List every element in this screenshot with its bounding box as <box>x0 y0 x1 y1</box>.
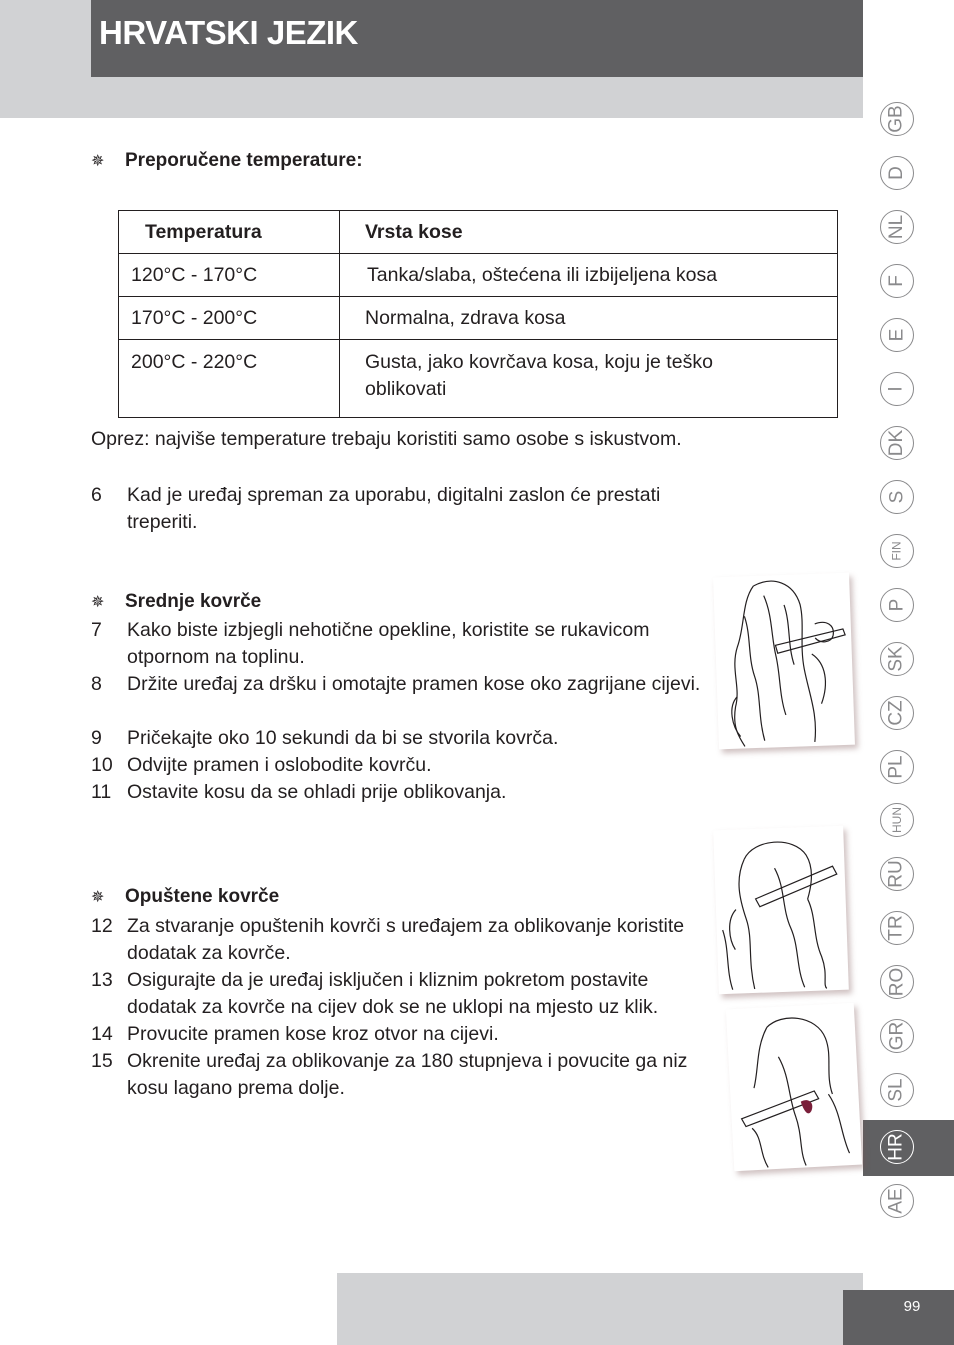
step-number: 7 <box>91 619 102 641</box>
language-tab-cz[interactable] <box>880 696 914 730</box>
illustration-medium-curls <box>713 573 855 750</box>
step-number: 10 <box>91 754 113 776</box>
section-heading-loose-curls: ✵ Opuštene kovrče <box>91 886 280 907</box>
language-tab-label: SL <box>886 1078 907 1102</box>
language-tab-label: SK <box>885 646 907 672</box>
language-tab-label: HUN <box>890 807 904 833</box>
table-row <box>119 340 838 418</box>
step-text: Okrenite uređaj za oblikovanje za 180 stupnjeva i povucite ga niz kosu lagano prema dolje. <box>127 1050 688 1099</box>
language-tab-label: E <box>886 328 907 342</box>
table-cell: 120°C - 170°C <box>119 254 340 297</box>
step-number: 6 <box>91 484 102 506</box>
step-number: 12 <box>91 915 113 937</box>
language-tab-label: RU <box>885 860 907 888</box>
section-heading-temperatures: ✵ Preporučene temperature: <box>91 150 363 171</box>
step-text: Kako biste izbjegli nehotične opekline, koristite se rukavicom otpornom na toplinu. <box>127 619 650 668</box>
language-tab-label: RO <box>886 967 907 997</box>
language-tab-label: HR <box>885 1133 907 1161</box>
language-tab-e[interactable] <box>880 318 914 352</box>
temperature-table <box>118 210 838 418</box>
bottom-band <box>337 1273 863 1345</box>
language-tab-ru[interactable] <box>880 857 914 891</box>
page-title: HRVATSKI JEZIK <box>99 14 358 51</box>
language-tab-label: I <box>886 386 907 392</box>
step-number: 8 <box>91 673 102 695</box>
language-tab-f[interactable] <box>880 264 914 298</box>
language-tab-dk[interactable] <box>880 426 914 460</box>
table-cell: 200°C - 220°C <box>119 340 340 418</box>
attachment-hair-drawing <box>713 826 849 994</box>
illustration-loose-curls-2 <box>726 1003 862 1171</box>
curling-hair-drawing <box>713 573 855 750</box>
language-tab-gb[interactable] <box>880 102 914 136</box>
sun-bullet-icon: ✵ <box>91 153 105 170</box>
language-tab-d[interactable] <box>880 156 914 190</box>
language-tab-label: DK <box>886 429 907 457</box>
step-text: Osigurajte da je uređaj isključen i kliznim pokretom postavite dodatak za kovrče na cijev dok se ne uklopi na mjesto uz klik. <box>127 969 659 1018</box>
language-tab-hun[interactable] <box>880 803 914 837</box>
language-tab-s[interactable] <box>880 480 914 514</box>
table-row <box>119 254 838 297</box>
step-text: Odvijte pramen i oslobodite kovrču. <box>127 754 432 776</box>
step-text: Ostavite kosu da se ohladi prije oblikovanja. <box>127 781 507 803</box>
table-cell: Gusta, jako kovrčava kosa, koju je teško oblikovati <box>340 340 838 418</box>
section-heading-medium-curls: ✵ Srednje kovrče <box>91 591 262 612</box>
language-tab-label: D <box>885 166 907 180</box>
table-cell: 170°C - 200°C <box>119 297 340 340</box>
table-cell: Normalna, zdrava kosa <box>340 297 838 340</box>
step-number: 11 <box>91 781 112 803</box>
sun-bullet-icon: ✵ <box>91 889 105 906</box>
language-tab-i[interactable] <box>880 372 914 406</box>
language-tab-label: S <box>886 490 907 504</box>
step-number: 14 <box>91 1023 113 1045</box>
table-header-cell: Temperatura <box>119 211 340 254</box>
language-tab-fin[interactable] <box>880 534 914 568</box>
language-tab-gr[interactable] <box>880 1019 914 1053</box>
language-tab-label: NL <box>885 214 907 240</box>
step-number: 13 <box>91 969 113 991</box>
language-tab-label: F <box>885 275 907 287</box>
language-tab-ae[interactable] <box>880 1184 914 1218</box>
language-tab-label: FIN <box>890 541 904 561</box>
step-number: 15 <box>91 1050 113 1072</box>
step-text: Pričekajte oko 10 sekundi da bi se stvorila kovrča. <box>127 727 559 749</box>
page-number: 99 <box>903 1298 921 1315</box>
language-tab-nl[interactable] <box>880 210 914 244</box>
language-tab-pl[interactable] <box>880 750 914 784</box>
table-header-cell: Vrsta kose <box>340 211 838 254</box>
language-tab-label: PL <box>886 755 907 779</box>
language-tab-label: AE <box>885 1188 907 1214</box>
step-text: Provucite pramen kose kroz otvor na cijevi. <box>127 1023 499 1045</box>
step-text: Za stvaranje opuštenih kovrči s uređajem za oblikovanje koristite dodatak za kovrče. <box>127 915 685 964</box>
step-text: Kad je uređaj spreman za uporabu, digitalni zaslon će prestati treperiti. <box>127 484 661 533</box>
twist-styler-drawing <box>726 1003 862 1171</box>
language-tab-label: CZ <box>885 700 907 726</box>
table-cell: Tanka/slaba, oštećena ili izbijeljena kosa <box>340 254 838 297</box>
caution-text: Oprez: najviše temperature trebaju koristiti samo osobe s iskustvom. <box>91 428 682 450</box>
sun-bullet-icon: ✵ <box>91 594 105 611</box>
language-tab-tr[interactable] <box>880 911 914 945</box>
language-tab-label: GB <box>885 105 907 133</box>
language-tab-label: GR <box>886 1021 907 1051</box>
language-tab-hr[interactable] <box>880 1130 914 1164</box>
language-tab-sl[interactable] <box>880 1073 914 1107</box>
step-number: 9 <box>91 727 102 749</box>
step-text: Držite uređaj za dršku i omotajte pramen kose oko zagrijane cijevi. <box>127 673 701 695</box>
illustration-loose-curls-1 <box>713 826 849 994</box>
language-tab-p[interactable] <box>880 588 914 622</box>
language-tab-ro[interactable] <box>880 965 914 999</box>
table-row <box>119 297 838 340</box>
table-header-row <box>119 211 838 254</box>
language-tab-label: P <box>886 598 907 612</box>
language-tab-sk[interactable] <box>880 642 914 676</box>
language-tab-label: TR <box>885 915 907 941</box>
